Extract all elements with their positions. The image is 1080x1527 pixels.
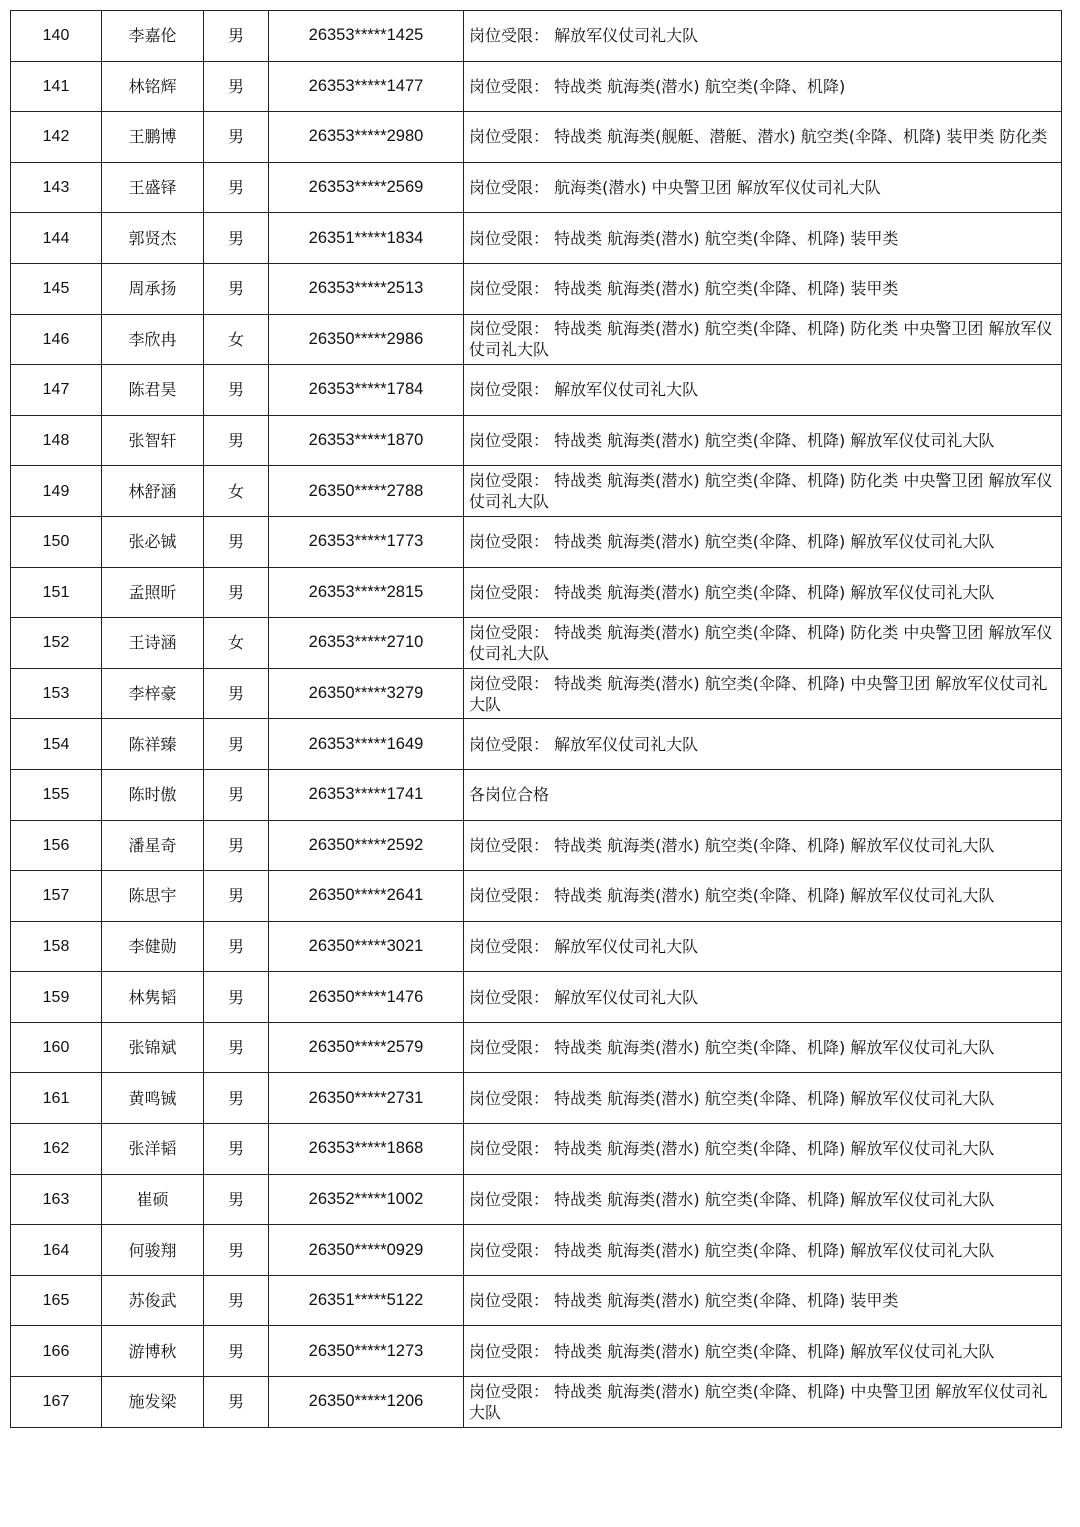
table-row [11, 263, 1062, 314]
remark-text: 岗位受限： 特战类 航海类(潜水) 航空类(伞降、机降) 装甲类 [469, 228, 899, 248]
remark-text: 岗位受限： 特战类 航海类(潜水) 航空类(伞降、机降) 解放军仪仗司礼大队 [469, 1088, 995, 1108]
remark-cell [464, 1275, 1062, 1326]
remark-text: 岗位受限： 解放军仪仗司礼大队 [469, 987, 699, 1007]
remark-cell [464, 567, 1062, 618]
gender-cell: 男 [204, 516, 269, 567]
name-cell: 苏俊武 [102, 1275, 204, 1326]
gender-cell: 男 [204, 1326, 269, 1377]
gender-cell: 女 [204, 314, 269, 365]
remark-text: 岗位受限： 特战类 航海类(潜水) 航空类(伞降、机降) 解放军仪仗司礼大队 [469, 582, 995, 602]
name-cell: 游博秋 [102, 1326, 204, 1377]
row-number-cell: 153 [11, 668, 102, 719]
remark-cell [464, 263, 1062, 314]
name-cell: 林舒涵 [102, 466, 204, 517]
table-row [11, 213, 1062, 264]
name-cell: 黄鸣铖 [102, 1073, 204, 1124]
table-row [11, 1022, 1062, 1073]
row-number-cell: 142 [11, 112, 102, 163]
id-number-cell: 26352*****1002 [269, 1174, 464, 1225]
id-number-cell: 26351*****5122 [269, 1275, 464, 1326]
remark-text: 岗位受限： 特战类 航海类(潜水) 航空类(伞降、机降) 中央警卫团 解放军仪仗司礼大队 [469, 1381, 1048, 1422]
remark-cell [464, 516, 1062, 567]
remark-cell [464, 61, 1062, 112]
table-row [11, 1377, 1062, 1428]
gender-cell: 男 [204, 1124, 269, 1175]
id-number-cell: 26353*****2815 [269, 567, 464, 618]
id-number-cell: 26350*****2579 [269, 1022, 464, 1073]
name-cell: 李欣冉 [102, 314, 204, 365]
remark-text: 岗位受限： 特战类 航海类(潜水) 航空类(伞降、机降) 解放军仪仗司礼大队 [469, 1038, 995, 1058]
remark-text: 岗位受限： 解放军仪仗司礼大队 [469, 26, 699, 46]
remark-cell [464, 112, 1062, 163]
gender-cell: 男 [204, 1022, 269, 1073]
id-number-cell: 26350*****1476 [269, 972, 464, 1023]
remark-text: 岗位受限： 解放军仪仗司礼大队 [469, 380, 699, 400]
table-row [11, 1174, 1062, 1225]
table-row [11, 820, 1062, 871]
id-number-cell: 26350*****1206 [269, 1377, 464, 1428]
name-cell: 孟照昕 [102, 567, 204, 618]
table-row [11, 719, 1062, 770]
table-row [11, 314, 1062, 365]
row-number-cell: 152 [11, 618, 102, 669]
table-row [11, 769, 1062, 820]
gender-cell: 男 [204, 1174, 269, 1225]
name-cell: 潘星奇 [102, 820, 204, 871]
table-row [11, 1326, 1062, 1377]
remark-cell [464, 820, 1062, 871]
name-cell: 李梓豪 [102, 668, 204, 719]
remark-text: 岗位受限： 特战类 航海类(潜水) 航空类(伞降、机降) 中央警卫团 解放军仪仗司礼大队 [469, 673, 1048, 714]
remark-text: 各岗位合格 [469, 785, 550, 805]
remark-cell [464, 415, 1062, 466]
row-number-cell: 150 [11, 516, 102, 567]
row-number-cell: 141 [11, 61, 102, 112]
remark-cell [464, 921, 1062, 972]
remark-text: 岗位受限： 特战类 航海类(潜水) 航空类(伞降、机降) 防化类 中央警卫团 解放军仪仗司礼大队 [469, 319, 1053, 360]
remark-text: 岗位受限： 特战类 航海类(潜水) 航空类(伞降、机降) 解放军仪仗司礼大队 [469, 1341, 995, 1361]
row-number-cell: 158 [11, 921, 102, 972]
row-number-cell: 162 [11, 1124, 102, 1175]
remark-cell [464, 668, 1062, 719]
id-number-cell: 26353*****2569 [269, 162, 464, 213]
remark-text: 岗位受限： 特战类 航海类(潜水) 航空类(伞降、机降) [469, 76, 846, 96]
id-number-cell: 26351*****1834 [269, 213, 464, 264]
remark-cell [464, 1326, 1062, 1377]
row-number-cell: 167 [11, 1377, 102, 1428]
name-cell: 周承扬 [102, 263, 204, 314]
id-number-cell: 26353*****1868 [269, 1124, 464, 1175]
remark-text: 岗位受限： 特战类 航海类(潜水) 航空类(伞降、机降) 解放军仪仗司礼大队 [469, 431, 995, 451]
row-number-cell: 146 [11, 314, 102, 365]
id-number-cell: 26353*****1784 [269, 365, 464, 416]
name-cell: 王鹏博 [102, 112, 204, 163]
id-number-cell: 26350*****2592 [269, 820, 464, 871]
table-row [11, 162, 1062, 213]
name-cell: 陈君昊 [102, 365, 204, 416]
gender-cell: 男 [204, 1275, 269, 1326]
remark-cell [464, 1022, 1062, 1073]
name-cell: 张智轩 [102, 415, 204, 466]
name-cell: 张必铖 [102, 516, 204, 567]
id-number-cell: 26353*****1741 [269, 769, 464, 820]
name-cell: 郭贤杰 [102, 213, 204, 264]
table-row [11, 11, 1062, 62]
name-cell: 李健勋 [102, 921, 204, 972]
table-row [11, 1275, 1062, 1326]
id-number-cell: 26353*****1773 [269, 516, 464, 567]
row-number-cell: 156 [11, 820, 102, 871]
name-cell: 李嘉伦 [102, 11, 204, 62]
id-number-cell: 26353*****2710 [269, 618, 464, 669]
gender-cell: 男 [204, 567, 269, 618]
id-number-cell: 26353*****2980 [269, 112, 464, 163]
id-number-cell: 26350*****2788 [269, 466, 464, 517]
name-cell: 林隽韬 [102, 972, 204, 1023]
remark-text: 岗位受限： 航海类(潜水) 中央警卫团 解放军仪仗司礼大队 [469, 178, 881, 198]
remark-text: 岗位受限： 特战类 航海类(舰艇、潜艇、潜水) 航空类(伞降、机降) 装甲类 防化类 [469, 127, 1048, 147]
row-number-cell: 148 [11, 415, 102, 466]
table-row [11, 365, 1062, 416]
row-number-cell: 140 [11, 11, 102, 62]
id-number-cell: 26353*****2513 [269, 263, 464, 314]
table-row [11, 516, 1062, 567]
table-row [11, 1225, 1062, 1276]
gender-cell: 男 [204, 719, 269, 770]
gender-cell: 男 [204, 11, 269, 62]
table-row [11, 112, 1062, 163]
gender-cell: 男 [204, 1377, 269, 1428]
table-row [11, 618, 1062, 669]
row-number-cell: 149 [11, 466, 102, 517]
id-number-cell: 26350*****3021 [269, 921, 464, 972]
remark-text: 岗位受限： 特战类 航海类(潜水) 航空类(伞降、机降) 解放军仪仗司礼大队 [469, 835, 995, 855]
gender-cell: 男 [204, 112, 269, 163]
remark-text: 岗位受限： 特战类 航海类(潜水) 航空类(伞降、机降) 解放军仪仗司礼大队 [469, 1240, 995, 1260]
remark-text: 岗位受限： 特战类 航海类(潜水) 航空类(伞降、机降) 解放军仪仗司礼大队 [469, 1139, 995, 1159]
row-number-cell: 144 [11, 213, 102, 264]
remark-cell [464, 1124, 1062, 1175]
remark-cell [464, 11, 1062, 62]
table-row [11, 415, 1062, 466]
name-cell: 陈时傲 [102, 769, 204, 820]
table-row [11, 921, 1062, 972]
table-row [11, 466, 1062, 517]
table-row [11, 1124, 1062, 1175]
remark-cell [464, 719, 1062, 770]
name-cell: 陈祥臻 [102, 719, 204, 770]
gender-cell: 男 [204, 162, 269, 213]
name-cell: 施发梁 [102, 1377, 204, 1428]
table-row [11, 61, 1062, 112]
remark-text: 岗位受限： 特战类 航海类(潜水) 航空类(伞降、机降) 防化类 中央警卫团 解放军仪仗司礼大队 [469, 471, 1053, 512]
remark-cell [464, 365, 1062, 416]
id-number-cell: 26353*****1477 [269, 61, 464, 112]
gender-cell: 男 [204, 1225, 269, 1276]
row-number-cell: 154 [11, 719, 102, 770]
gender-cell: 男 [204, 820, 269, 871]
name-cell: 林铭辉 [102, 61, 204, 112]
table-row [11, 1073, 1062, 1124]
name-cell: 崔硕 [102, 1174, 204, 1225]
remark-cell [464, 162, 1062, 213]
name-cell: 何骏翔 [102, 1225, 204, 1276]
gender-cell: 男 [204, 769, 269, 820]
gender-cell: 男 [204, 871, 269, 922]
remark-cell [464, 1225, 1062, 1276]
remark-text: 岗位受限： 特战类 航海类(潜水) 航空类(伞降、机降) 解放军仪仗司礼大队 [469, 1189, 995, 1209]
name-cell: 张洋韬 [102, 1124, 204, 1175]
row-number-cell: 145 [11, 263, 102, 314]
remark-cell [464, 1073, 1062, 1124]
remark-cell [464, 314, 1062, 365]
roster-table-body [11, 11, 1062, 1428]
table-row [11, 871, 1062, 922]
remark-text: 岗位受限： 解放军仪仗司礼大队 [469, 936, 699, 956]
name-cell: 王盛铎 [102, 162, 204, 213]
id-number-cell: 26350*****2731 [269, 1073, 464, 1124]
row-number-cell: 147 [11, 365, 102, 416]
id-number-cell: 26350*****1273 [269, 1326, 464, 1377]
id-number-cell: 26350*****2641 [269, 871, 464, 922]
gender-cell: 男 [204, 213, 269, 264]
row-number-cell: 151 [11, 567, 102, 618]
name-cell: 陈思宇 [102, 871, 204, 922]
row-number-cell: 163 [11, 1174, 102, 1225]
gender-cell: 男 [204, 365, 269, 416]
remark-cell [464, 1174, 1062, 1225]
remark-cell [464, 1377, 1062, 1428]
row-number-cell: 159 [11, 972, 102, 1023]
id-number-cell: 26353*****1870 [269, 415, 464, 466]
remark-cell [464, 769, 1062, 820]
row-number-cell: 161 [11, 1073, 102, 1124]
remark-text: 岗位受限： 解放军仪仗司礼大队 [469, 734, 699, 754]
row-number-cell: 155 [11, 769, 102, 820]
gender-cell: 女 [204, 466, 269, 517]
row-number-cell: 165 [11, 1275, 102, 1326]
table-row [11, 567, 1062, 618]
id-number-cell: 26353*****1649 [269, 719, 464, 770]
gender-cell: 男 [204, 972, 269, 1023]
id-number-cell: 26353*****1425 [269, 11, 464, 62]
row-number-cell: 157 [11, 871, 102, 922]
roster-table [10, 10, 1062, 1428]
remark-text: 岗位受限： 特战类 航海类(潜水) 航空类(伞降、机降) 防化类 中央警卫团 解放军仪仗司礼大队 [469, 622, 1053, 663]
gender-cell: 男 [204, 921, 269, 972]
gender-cell: 女 [204, 618, 269, 669]
row-number-cell: 166 [11, 1326, 102, 1377]
gender-cell: 男 [204, 415, 269, 466]
row-number-cell: 143 [11, 162, 102, 213]
remark-cell [464, 871, 1062, 922]
gender-cell: 男 [204, 668, 269, 719]
name-cell: 王诗涵 [102, 618, 204, 669]
remark-text: 岗位受限： 特战类 航海类(潜水) 航空类(伞降、机降) 解放军仪仗司礼大队 [469, 532, 995, 552]
remark-cell [464, 213, 1062, 264]
remark-text: 岗位受限： 特战类 航海类(潜水) 航空类(伞降、机降) 装甲类 [469, 279, 899, 299]
remark-text: 岗位受限： 特战类 航海类(潜水) 航空类(伞降、机降) 解放军仪仗司礼大队 [469, 886, 995, 906]
remark-cell [464, 972, 1062, 1023]
remark-cell [464, 466, 1062, 517]
id-number-cell: 26350*****2986 [269, 314, 464, 365]
remark-text: 岗位受限： 特战类 航海类(潜水) 航空类(伞降、机降) 装甲类 [469, 1291, 899, 1311]
remark-cell [464, 618, 1062, 669]
id-number-cell: 26350*****3279 [269, 668, 464, 719]
table-row [11, 668, 1062, 719]
table-row [11, 972, 1062, 1023]
name-cell: 张锦斌 [102, 1022, 204, 1073]
row-number-cell: 160 [11, 1022, 102, 1073]
id-number-cell: 26350*****0929 [269, 1225, 464, 1276]
row-number-cell: 164 [11, 1225, 102, 1276]
gender-cell: 男 [204, 1073, 269, 1124]
gender-cell: 男 [204, 61, 269, 112]
gender-cell: 男 [204, 263, 269, 314]
